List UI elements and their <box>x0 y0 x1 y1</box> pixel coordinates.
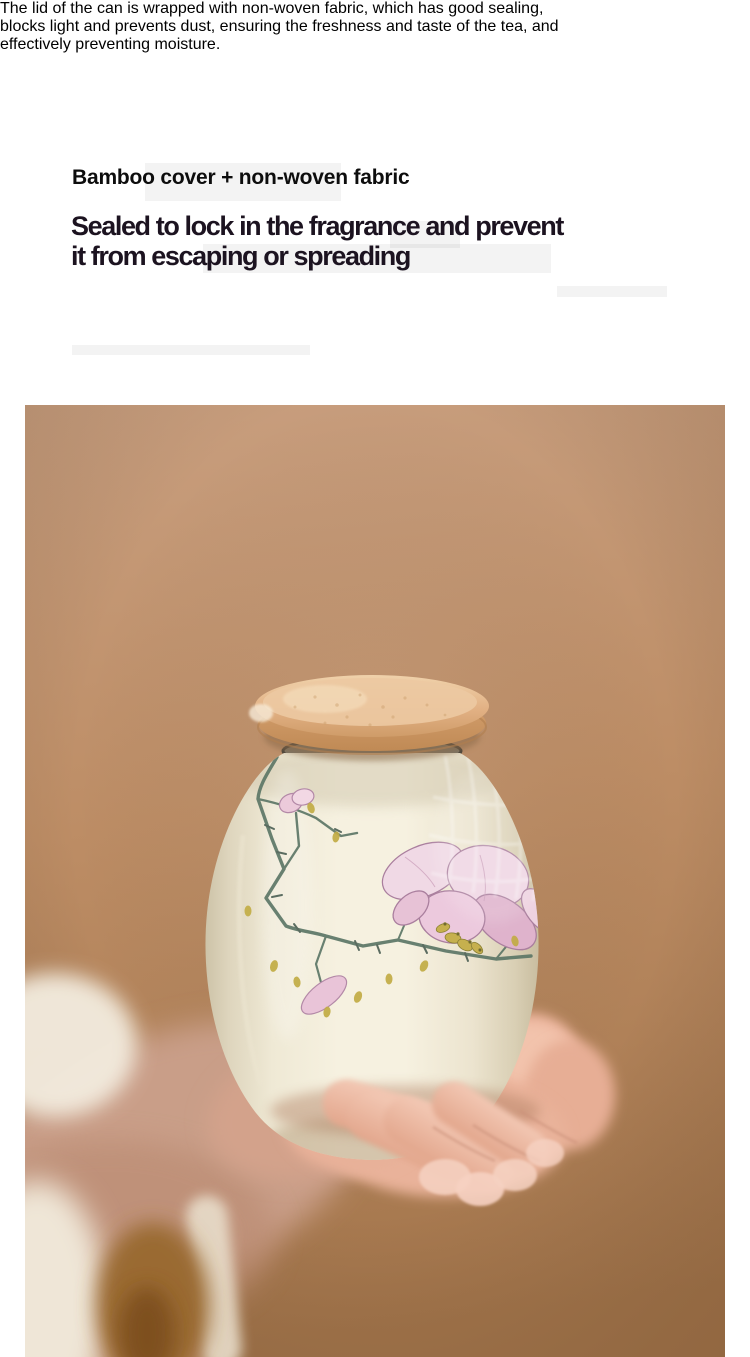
bamboo-lid <box>249 675 489 761</box>
body-line-2: blocks light and prevents dust, ensuring the freshness and taste of the tea, and <box>0 18 559 35</box>
product-photo <box>25 405 725 1357</box>
overlay-ghost <box>72 345 310 355</box>
section-title-line-2: it from escaping or spreading <box>71 241 410 271</box>
overlay-ghost <box>557 286 667 297</box>
copy-section <box>0 0 750 405</box>
body-line-1: The lid of the can is wrapped with non-woven fabric, which has good sealing, <box>0 0 544 17</box>
section-title-line-1: Sealed to lock in the fragrance and prevent <box>71 211 563 241</box>
section-title <box>71 211 563 271</box>
body-line-3: effectively preventing moisture. <box>0 36 221 53</box>
feature-headline: Bamboo cover + non-woven fabric <box>72 166 410 189</box>
